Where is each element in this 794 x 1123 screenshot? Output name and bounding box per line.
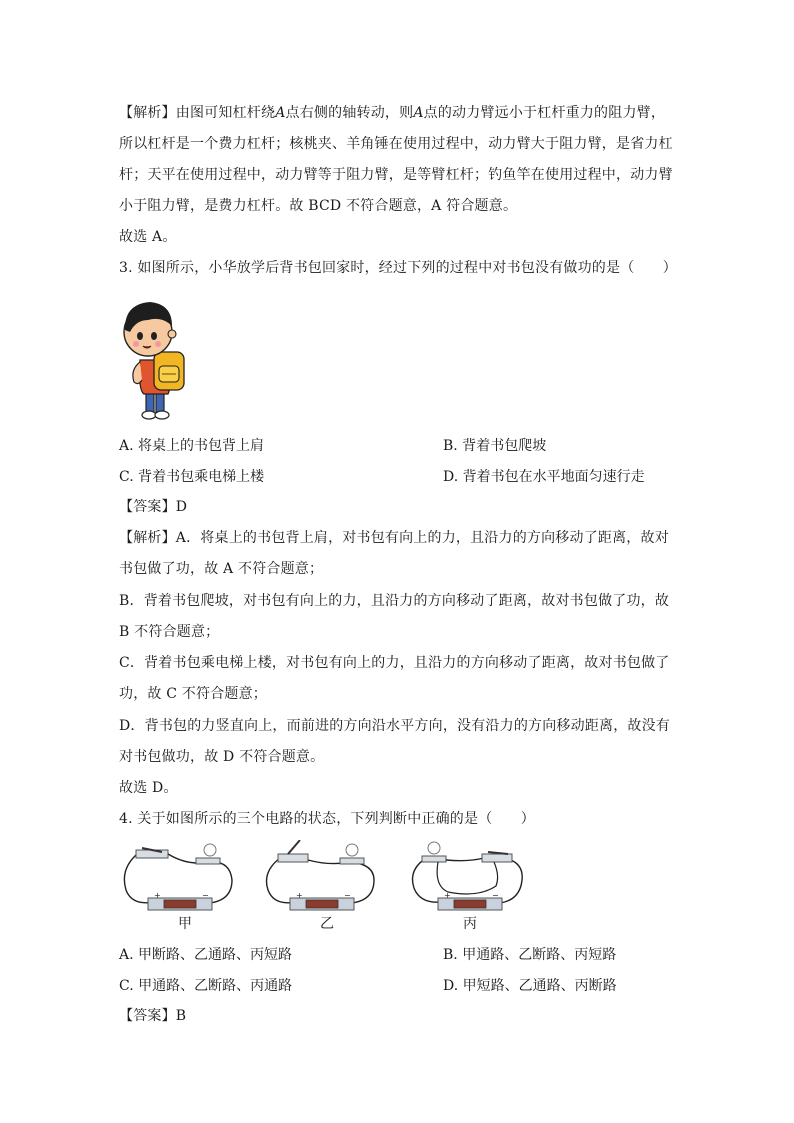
svg-text:+: + (296, 891, 303, 900)
svg-text:−: − (202, 891, 209, 900)
svg-text:−: − (344, 891, 351, 900)
q3-option-c: C. 背着书包乘电梯上楼 (119, 469, 265, 485)
q3-analysis-line-7: D．背书包的力竖直向上，而前进的方向沿水平方向，没有沿力的方向移动距离，故没有 (119, 718, 671, 734)
circuit-label-yi: 乙 (320, 916, 334, 932)
analysis-line-2: 所以杠杆是一个费力杠杆；核桃夹、羊角锤在使用过程中，动力臂大于阻力臂，是省力杠 (119, 136, 673, 152)
q4-option-b: B. 甲通路、乙断路、丙短路 (443, 947, 617, 963)
circuit-yi (267, 840, 375, 910)
question-3-stem: 3. 如图所示，小华放学后背书包回家时，经过下列的过程中对书包没有做功的是（ ） (119, 260, 678, 276)
q3-answer: 【答案】D (119, 499, 188, 515)
q3-analysis-line-3: B．背着书包爬坡，对书包有向上的力，且沿力的方向移动了距离，故对书包做了功，故 (119, 593, 670, 609)
analysis-line-4: 小于阻力臂，是费力杠杆。故 BCD 不符合题意，A 符合题意。 (119, 198, 518, 214)
q3-option-d: D. 背着书包在水平地面匀速行走 (443, 469, 645, 485)
svg-text:+: + (154, 891, 161, 900)
q3-analysis-line-4: B 不符合题意； (119, 624, 220, 640)
analysis-line-1: 【解析】由图可知杠杆绕A点右侧的轴转动，则A点的动力臂远小于杠杆重力的阻力臂， (119, 105, 666, 121)
choice-line: 故选 A。 (119, 229, 177, 245)
question-4-stem: 4. 关于如图所示的三个电路的状态，下列判断中正确的是（ ） (119, 811, 536, 827)
q3-option-a: A. 将桌上的书包背上肩 (119, 438, 265, 454)
q3-analysis-line-6: 功，故 C 不符合题意； (119, 686, 268, 702)
boy-with-backpack-illustration (118, 290, 194, 422)
q3-choice: 故选 D。 (119, 780, 178, 796)
q4-option-c: C. 甲通路、乙断路、丙通路 (119, 978, 293, 994)
circuit-jia (124, 844, 232, 910)
q3-analysis-line-1: 【解析】A．将桌上的书包背上肩，对书包有向上的力，且沿力的方向移动了距离，故对 (119, 530, 669, 546)
q3-analysis-line-5: C．背着书包乘电梯上楼，对书包有向上的力，且沿力的方向移动了距离，故对书包做了 (119, 655, 670, 671)
circuit-bing (413, 842, 523, 910)
circuit-label-bing: 丙 (463, 916, 477, 932)
svg-text:+: + (444, 891, 451, 900)
q3-analysis-line-8: 对书包做功，故 D 不符合题意。 (119, 749, 325, 765)
q3-analysis-line-2: 书包做了功，故 A 不符合题意； (119, 561, 324, 577)
q4-option-d: D. 甲短路、乙通路、丙断路 (443, 978, 617, 994)
q4-option-a: A. 甲断路、乙通路、丙短路 (119, 947, 293, 963)
q3-option-b: B. 背着书包爬坡 (443, 438, 547, 454)
svg-text:−: − (492, 891, 499, 900)
q4-answer: 【答案】B (119, 1008, 187, 1024)
analysis-line-3: 杆；天平在使用过程中，动力臂等于阻力臂，是等臂杠杆；钓鱼竿在使用过程中，动力臂 (119, 167, 673, 183)
circuit-label-jia: 甲 (178, 916, 192, 932)
